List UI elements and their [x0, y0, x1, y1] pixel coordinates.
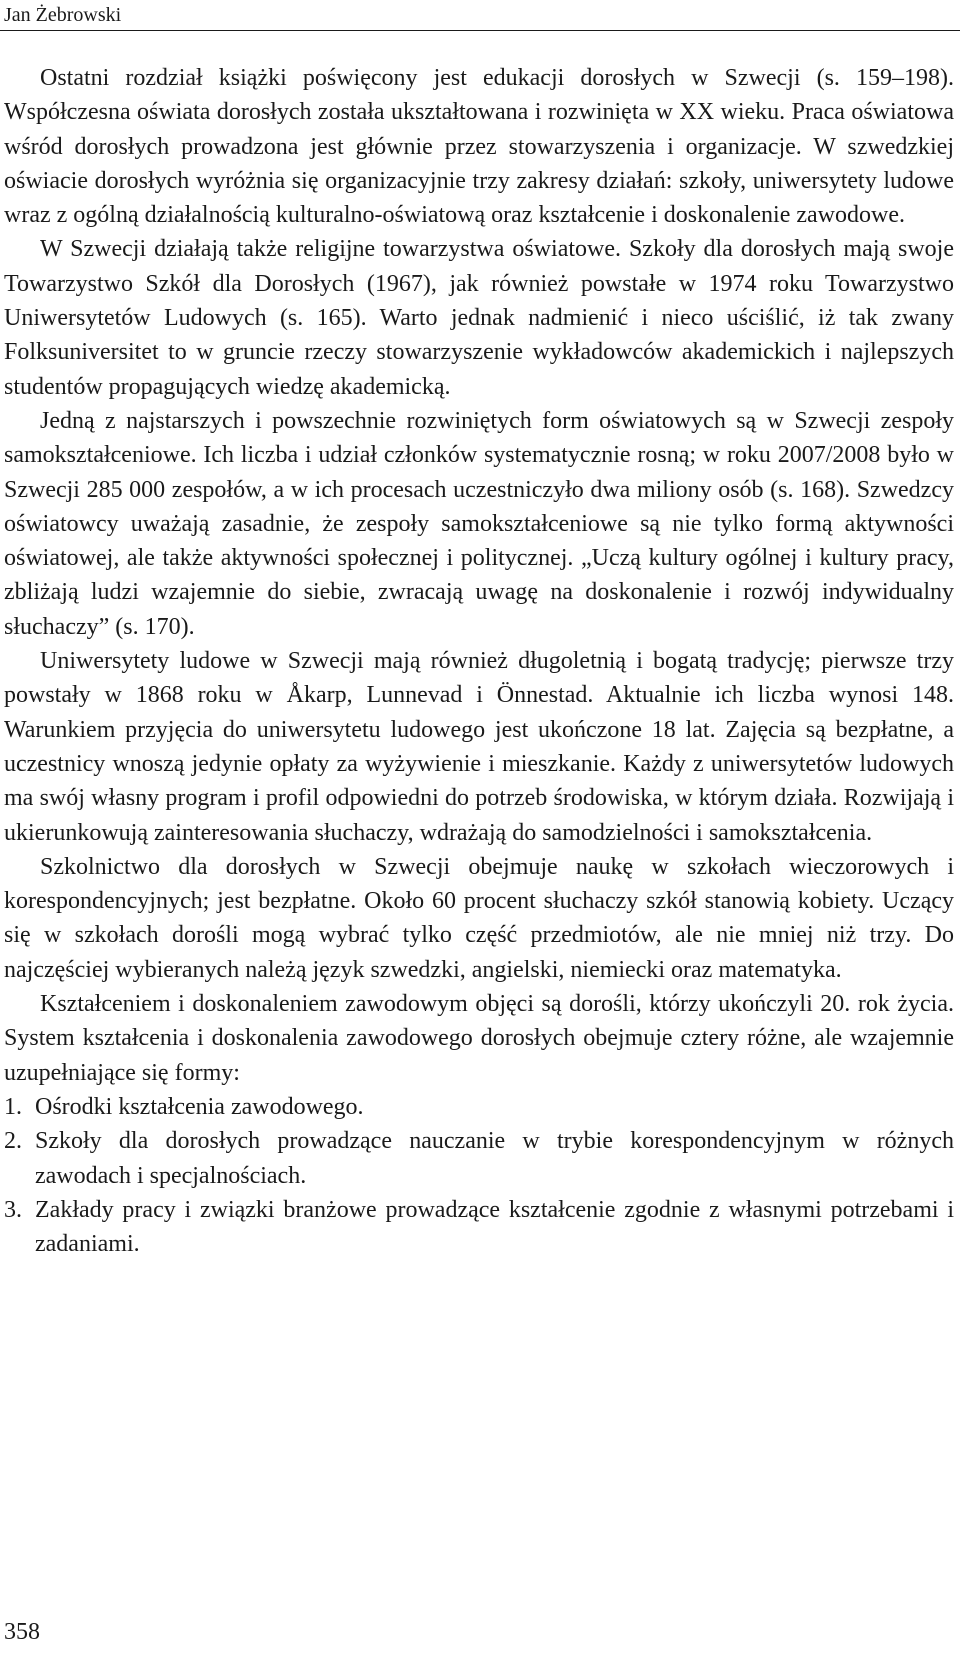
running-head: Jan Żebrowski [4, 4, 122, 26]
list-item-number: 3. [4, 1196, 22, 1223]
list-item [4, 1090, 954, 1124]
paragraph: Uniwersytety ludowe w Szwecji mają również długoletnią i bogatą tradycję; pierwsze trzy powstały w 1868 roku w Åkarp, Lunnevad i Önnestad. Aktualnie ich liczba wynosi 148. Warunkiem przyjęcia do uniwersytetu ludowego jest ukończone 18 lat. Zajęcia są bezpłatne, a uczestnicy wnoszą jedynie opłaty za wyżywienie i mieszkanie. Każdy z uniwersytetów ludowych ma swój własny program i profil odpowiedni do potrzeb środowiska, w którym działa. Rozwijają i ukierunkowują zainteresowania słuchaczy, wdrażają do samodzielności i samokształcenia. [4, 648, 954, 846]
header-rule [0, 30, 960, 31]
paragraph: Ostatni rozdział książki poświęcony jest edukacji dorosłych w Szwecji (s. 159–198). Współczesna oświata dorosłych została ukształtowana i rozwinięta w XX wieku. Praca oświatowa wśród dorosłych prowadzona jest głównie przez stowarzyszenia i organizacje. W szwedzkiej oświacie dorosłych wyróżnia się organizacyjnie trzy zakresy działań: szkoły, uniwersytety ludowe wraz z ogólną działalnością kulturalno-oświatową oraz kształcenie i doskonalenie zawodowe. [4, 65, 954, 229]
list-item-number: 2. [4, 1128, 22, 1155]
body-text [4, 61, 954, 1261]
list-item [4, 1124, 954, 1193]
list-item-text: Szkoły dla dorosłych prowadzące nauczanie w trybie korespondencyjnym w różnych zawodach i specjalnościach. [35, 1128, 954, 1189]
paragraph: Jedną z najstarszych i powszechnie rozwiniętych form oświatowych są w Szwecji zespoły samokształceniowe. Ich liczba i udział członków systematycznie rosną; w roku 2007/2008 było w Szwecji 285 000 zespołów, a w ich procesach uczestniczyło dwa miliony osób (s. 168). Szwedzcy oświatowcy uważają zasadnie, że zespoły samokształceniowe są nie tylko formą aktywności oświatowej, ale także aktywności społecznej i politycznej. „Uczą kultury ogólnej i kultury pracy, zbliżają ludzi wzajemnie do siebie, zwracają uwagę na doskonalenie i rozwój indywidualny słuchaczy” (s. 170). [4, 407, 954, 640]
paragraph: W Szwecji działają także religijne towarzystwa oświatowe. Szkoły dla dorosłych mają swoje Towarzystwo Szkół dla Dorosłych (1967), jak również powstałe w 1974 roku Towarzystwo Uniwersytetów Ludowych (s. 165). Warto jednak nadmienić i nieco uściślić, iż tak zwany Folksuniversitet to w gruncie rzeczy stowarzyszenie wykładowców akademickich i najlepszych studentów propagujących wiedzę akademicką. [4, 236, 954, 400]
list-item-text: Ośrodki kształcenia zawodowego. [35, 1093, 364, 1120]
paragraph: Szkolnictwo dla dorosłych w Szwecji obejmuje naukę w szkołach wieczorowych i korespondencyjnych; jest bezpłatne. Około 60 procent słuchaczy szkół stanowią kobiety. Uczący się w szkołach dorośli mogą wybrać tylko część przedmiotów, ale nie mniej niż trzy. Do najczęściej wybieranych należą język szwedzki, angielski, niemiecki oraz matematyka. [4, 853, 954, 983]
numbered-list [4, 1090, 954, 1261]
list-item [4, 1193, 954, 1262]
paragraph: Kształceniem i doskonaleniem zawodowym objęci są dorośli, którzy ukończyli 20. rok życia. System kształcenia i doskonalenia zawodowego dorosłych obejmuje cztery różne, ale wzajemnie uzupełniające się formy: [4, 991, 954, 1086]
list-item-text: Zakłady pracy i związki branżowe prowadzące kształcenie zgodnie z własnymi potrzebami i zadaniami. [35, 1196, 954, 1258]
list-item-number: 1. [4, 1093, 22, 1120]
page-number: 358 [4, 1619, 40, 1645]
